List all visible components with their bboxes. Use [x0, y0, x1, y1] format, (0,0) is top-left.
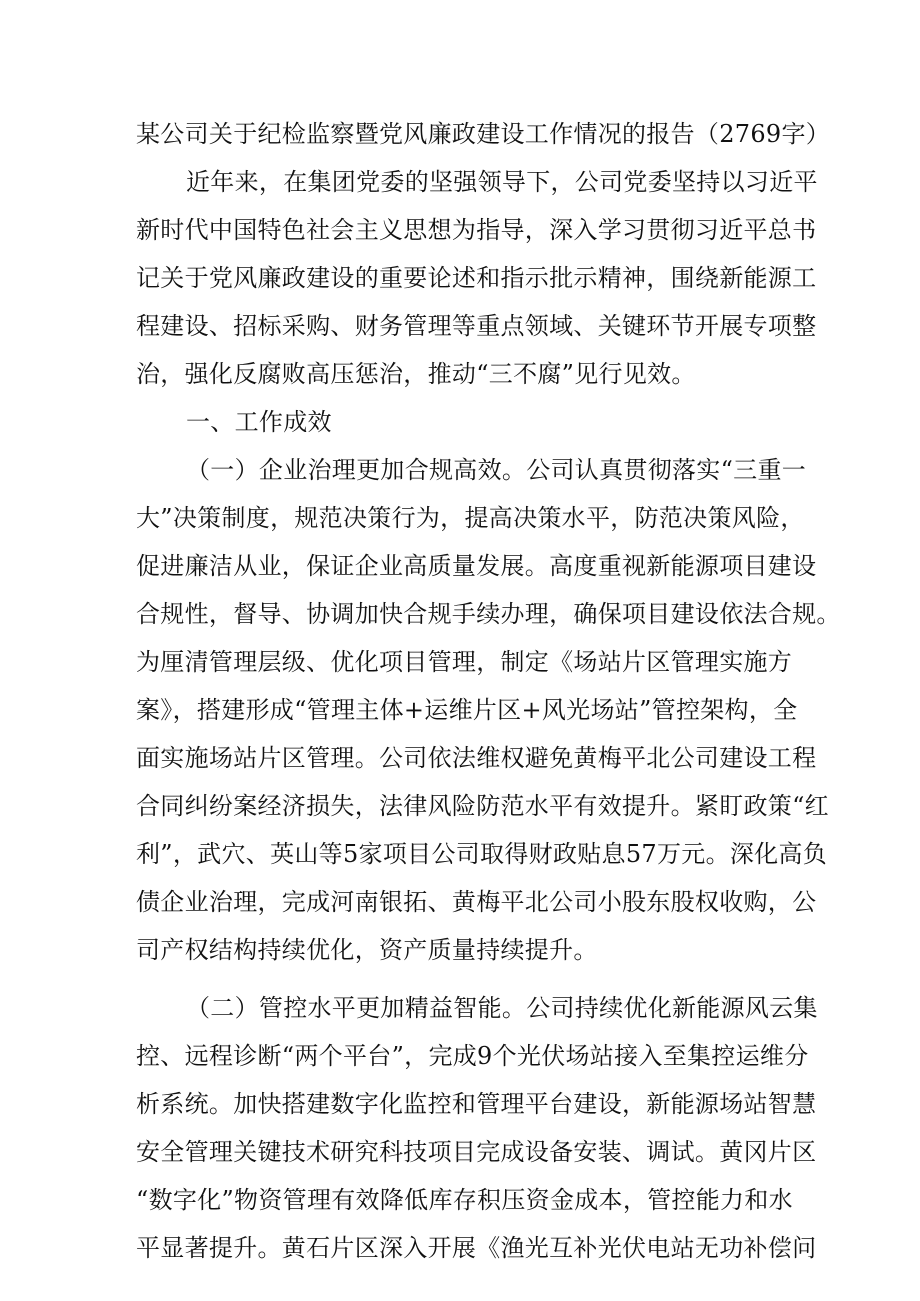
text-line: 程建设、招标采购、财务管理等重点领域、关键环节开展专项整	[136, 312, 817, 340]
section-heading: 一、工作成效	[186, 408, 332, 436]
text-line: 面实施场站片区管理。公司依法维权避免黄梅平北公司建设工程	[136, 744, 817, 772]
text-line: 近年来，在集团党委的坚强领导下，公司党委坚持以习近平	[186, 168, 818, 196]
text-line: （一）企业治理更加合规高效。公司认真贯彻落实“三重一	[186, 456, 807, 484]
text-line: 安全管理关键技术研究科技项目完成设备安装、调试。黄冈片区	[136, 1138, 817, 1166]
text-line: 为厘清管理层级、优化项目管理，制定《场站片区管理实施方	[136, 648, 793, 676]
paragraph-spacer	[136, 974, 796, 984]
document-body	[136, 110, 841, 1272]
intro-paragraph	[136, 158, 818, 398]
text-line: “数字化”物资管理有效降低库存积压资金成本，管控能力和水	[136, 1186, 793, 1214]
text-line: 新时代中国特色社会主义思想为指导，深入学习贯彻习近平总书	[136, 216, 817, 244]
text-line: （二）管控水平更加精益智能。公司持续优化新能源风云集	[186, 994, 818, 1022]
text-line: 平显著提升。黄石片区深入开展《渔光互补光伏电站无功补偿问	[136, 1234, 817, 1262]
paragraph-governance	[136, 446, 841, 974]
document-title: 某公司关于纪检监察暨党风廉政建设工作情况的报告（2769字）	[136, 120, 831, 148]
text-line: 债企业治理，完成河南银拓、黄梅平北公司小股东股权收购，公	[136, 888, 817, 916]
text-line: 治，强化反腐败高压惩治，推动“三不腐”见行见效。	[136, 360, 696, 388]
text-line: 合同纠纷案经济损失，法律风险防范水平有效提升。紧盯政策“红	[136, 792, 829, 820]
text-line: 案》，搭建形成“管理主体+运维片区+风光场站”管控架构，全	[136, 696, 798, 724]
text-line: 促进廉洁从业，保证企业高质量发展。高度重视新能源项目建设	[136, 552, 817, 580]
text-line: 司产权结构持续优化，资产质量持续提升。	[136, 936, 598, 964]
text-line: 大”决策制度，规范决策行为，提高决策水平，防范决策风险，	[136, 504, 805, 532]
text-line: 控、远程诊断“两个平台”，完成9个光伏场站接入至集控运维分	[136, 1042, 809, 1070]
text-line: 记关于党风廉政建设的重要论述和指示批示精神，围绕新能源工	[136, 264, 817, 292]
text-line: 合规性，督导、协调加快合规手续办理，确保项目建设依法合规。	[136, 600, 841, 628]
text-line: 利”，武穴、英山等5家项目公司取得财政贴息57万元。深化高负	[136, 840, 828, 868]
text-line: 析系统。加快搭建数字化监控和管理平台建设，新能源场站智慧	[136, 1090, 817, 1118]
paragraph-management	[136, 984, 818, 1272]
